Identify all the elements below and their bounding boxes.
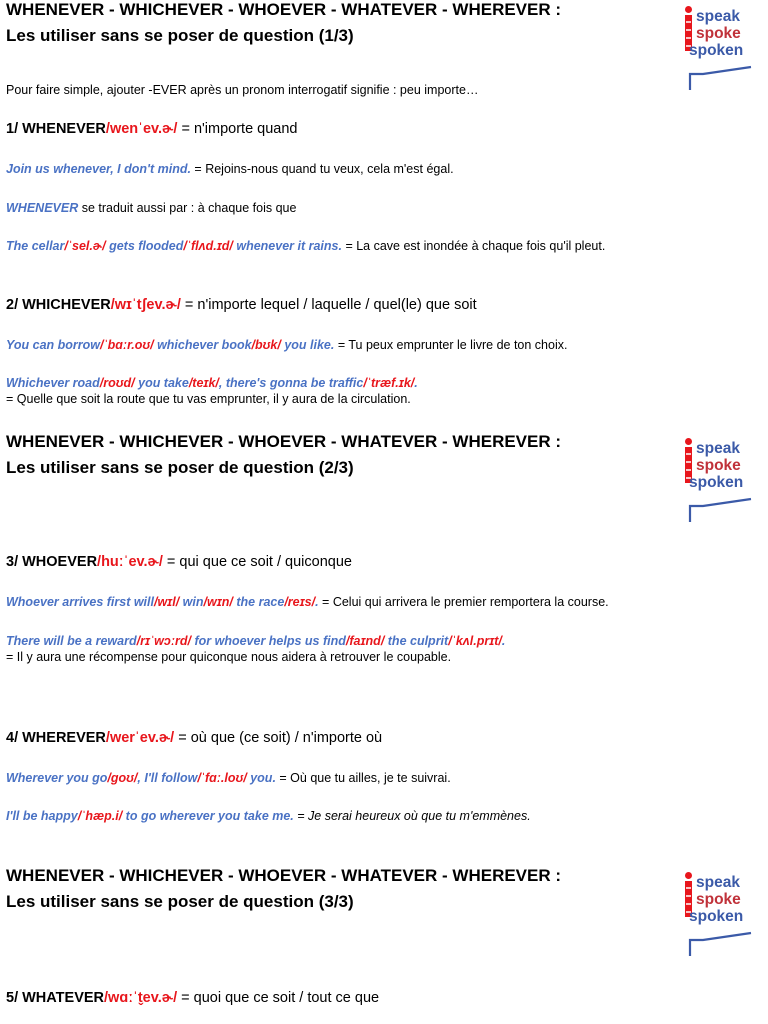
item-heading-wherever <box>6 729 382 747</box>
example-en: whichever book <box>153 338 252 352</box>
logo-word-spoke: spoke <box>696 457 741 474</box>
phonetic: /bʊk/ <box>251 338 281 352</box>
example-sentence <box>6 633 505 665</box>
example-fr: = Je serai heureux où que tu m'emmènes. <box>293 809 531 823</box>
item-meaning: = qui que ce soit / quiconque <box>162 554 352 570</box>
item-heading-whatever <box>6 989 379 1007</box>
item-heading-whenever <box>6 120 298 138</box>
example-sentence <box>6 161 454 177</box>
phonetic: /wɑːˈt̬ev.ɚ/ <box>104 990 178 1006</box>
example-sentence <box>6 808 531 824</box>
example-fr: = Quelle que soit la route que tu vas emprunter, il y aura de la circulation. <box>6 392 411 406</box>
phonetic: /ˈhæp.i/ <box>77 809 123 823</box>
phonetic: /ˈsel.ɚ/ <box>64 239 106 253</box>
example-en: . <box>315 595 319 609</box>
example-en: , there's gonna be traffic <box>218 376 364 390</box>
example-fr: = Tu peux emprunter le livre de ton choix. <box>334 338 568 352</box>
phonetic: /ˈkʌl.prɪt/ <box>448 634 502 648</box>
example-fr: = Où que tu ailles, je te suivrai. <box>275 771 451 785</box>
item-word: 4/ WHEREVER <box>6 730 106 746</box>
item-word: 2/ WHICHEVER <box>6 297 111 313</box>
logo-word-speak: speak <box>696 440 740 457</box>
title-line-2: Les utiliser sans se poser de question (2/3) <box>6 458 354 477</box>
logo-word-speak: speak <box>696 8 740 25</box>
example-en: the race <box>232 595 285 609</box>
item-heading-whoever <box>6 553 352 571</box>
phonetic: /wɪn/ <box>203 595 233 609</box>
phonetic: /wɪˈtʃev.ɚ/ <box>110 297 181 313</box>
example-sentence <box>6 238 605 254</box>
example-en: Join us whenever, I don't mind. <box>6 162 191 176</box>
example-en: you like. <box>280 338 335 352</box>
title-line-2: Les utiliser sans se poser de question (1/3) <box>6 26 354 45</box>
logo <box>683 4 763 94</box>
example-fr: = La cave est inondée à chaque fois qu'il pleut. <box>341 239 606 253</box>
phonetic: /ˈbɑːr.oʊ/ <box>100 338 154 352</box>
logo <box>683 870 763 960</box>
phonetic: /wɪl/ <box>153 595 180 609</box>
title-line-1: WHENEVER - WHICHEVER - WHOEVER - WHATEVER - WHEREVER : <box>6 432 562 451</box>
phonetic: /ˈfɑː.loʊ/ <box>197 771 247 785</box>
item-heading-whichever <box>6 296 477 314</box>
phonetic: /teɪk/ <box>188 376 219 390</box>
logo <box>683 436 763 526</box>
phonetic: /huːˈev.ɚ/ <box>97 554 163 570</box>
logo-word-spoken: spoken <box>689 42 744 59</box>
title-line-1: WHENEVER - WHICHEVER - WHOEVER - WHATEVER - WHEREVER : <box>6 866 562 885</box>
phonetic: /ˈtræf.ɪk/ <box>363 376 415 390</box>
section-title <box>6 863 561 915</box>
logo-word-speak: speak <box>696 874 740 891</box>
note-sentence <box>6 200 296 216</box>
example-fr: = Rejoins-nous quand tu veux, cela m'est égal. <box>190 162 454 176</box>
example-en: There will be a reward <box>6 634 137 648</box>
logo-word-spoken: spoken <box>689 474 744 491</box>
example-sentence <box>6 770 451 786</box>
phonetic: /faɪnd/ <box>345 634 385 648</box>
example-en: to go wherever you take me. <box>122 809 294 823</box>
example-en: , I'll follow <box>137 771 198 785</box>
example-sentence <box>6 594 609 610</box>
phonetic: /goʊ/ <box>107 771 138 785</box>
title-line-2: Les utiliser sans se poser de question (3/3) <box>6 892 354 911</box>
example-en: for whoever helps us find <box>191 634 346 648</box>
example-en: . <box>501 634 506 648</box>
item-word: 3/ WHOEVER <box>6 554 98 570</box>
example-fr: = Celui qui arrivera le premier remportera la course. <box>318 595 609 609</box>
logo-word-spoken: spoken <box>689 908 744 925</box>
example-en: I'll be happy <box>6 809 78 823</box>
item-meaning: = où que (ce soit) / n'importe où <box>174 730 383 746</box>
item-meaning: = quoi que ce soit / tout ce que <box>177 990 380 1006</box>
example-en: You can borrow <box>6 338 100 352</box>
title-line-1: WHENEVER - WHICHEVER - WHOEVER - WHATEVER - WHEREVER : <box>6 0 562 19</box>
example-sentence <box>6 375 418 407</box>
example-en: gets flooded <box>105 239 184 253</box>
example-fr: = Il y aura une récompense pour quiconque nous aidera à retrouver le coupable. <box>6 650 452 664</box>
example-en: . <box>414 376 418 390</box>
phonetic: /roʊd/ <box>99 376 135 390</box>
section-title <box>6 429 561 481</box>
item-meaning: = n'importe lequel / laquelle / quel(le) que soit <box>180 297 477 313</box>
example-en: Whichever road <box>6 376 100 390</box>
example-sentence <box>6 337 567 353</box>
item-meaning: = n'importe quand <box>177 121 298 137</box>
logo-word-spoke: spoke <box>696 891 741 908</box>
item-word: 1/ WHENEVER <box>6 121 106 137</box>
intro-text: Pour faire simple, ajouter -EVER après un pronom interrogatif signifie : peu importe… <box>6 83 479 97</box>
phonetic: /ˈflʌd.ɪd/ <box>183 239 233 253</box>
example-en: you take <box>134 376 189 390</box>
example-en: Whoever arrives first will <box>6 595 154 609</box>
example-en: you. <box>246 771 276 785</box>
example-en: the culprit <box>384 634 449 648</box>
section-title <box>6 0 561 49</box>
phonetic: /wenˈev.ɚ/ <box>105 121 178 137</box>
example-en: whenever it rains. <box>232 239 342 253</box>
example-en: The cellar <box>6 239 65 253</box>
example-en: Wherever you go <box>6 771 108 785</box>
phonetic: /reɪs/ <box>284 595 316 609</box>
example-en: win <box>179 595 204 609</box>
note-fr: se traduit aussi par : à chaque fois que <box>78 201 297 215</box>
phonetic: /rɪˈwɔːrd/ <box>136 634 191 648</box>
phonetic: /werˈev.ɚ/ <box>105 730 175 746</box>
logo-word-spoke: spoke <box>696 25 741 42</box>
note-en: WHENEVER <box>6 201 79 215</box>
item-word: 5/ WHATEVER <box>6 990 105 1006</box>
